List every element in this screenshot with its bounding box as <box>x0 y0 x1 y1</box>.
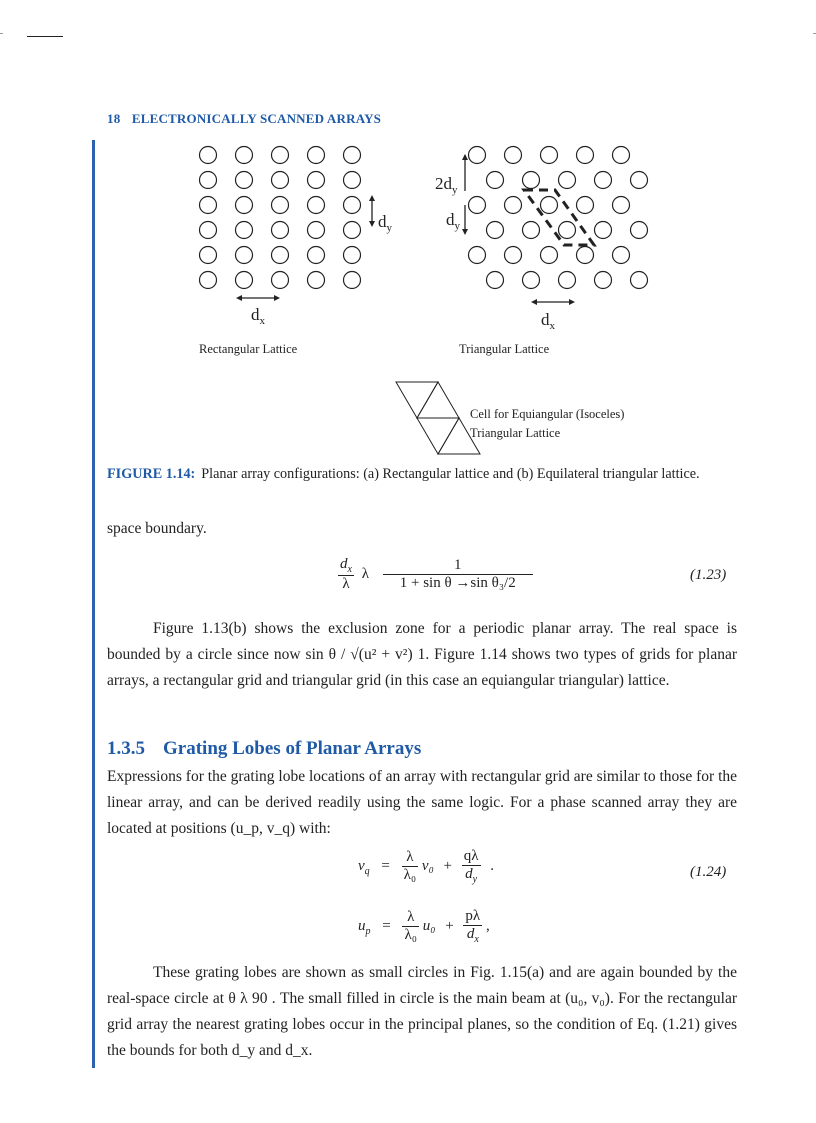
tri-lattice-element <box>613 247 630 264</box>
tri-lattice-element <box>559 222 576 239</box>
tri-lattice-element <box>523 172 540 189</box>
figure-caption <box>107 466 747 483</box>
tri-lattice-element <box>613 147 630 164</box>
rect-lattice-element <box>344 222 361 239</box>
rect-lattice-element <box>272 172 289 189</box>
rect-lattice-element <box>200 247 217 264</box>
tri-lattice-element <box>487 172 504 189</box>
rect-lattice-element <box>200 272 217 289</box>
rect-lattice-element <box>344 172 361 189</box>
tri-lattice-element <box>631 272 648 289</box>
tri-dy-label: $d_y$ <box>446 210 460 232</box>
tri-lattice-element <box>469 147 486 164</box>
rect-lattice-element <box>200 197 217 214</box>
rect-lattice-element <box>308 172 325 189</box>
cell-label-line2: Triangular Lattice <box>470 426 561 440</box>
rect-lattice-element <box>236 147 253 164</box>
rect-dy-arrow-head-top <box>369 195 375 201</box>
tri-2dy-label: $2d_y$ <box>435 174 458 196</box>
tri-lattice-element <box>631 222 648 239</box>
rect-lattice-element <box>308 147 325 164</box>
rect-lattice-element <box>272 247 289 264</box>
rect-lattice-element <box>344 272 361 289</box>
eq123-rhs-fraction: $\frac{1}{\text{1 + sin θ →sin θ₃/2}}$ <box>383 557 533 592</box>
rect-lattice-element <box>308 272 325 289</box>
section-number: 1.3.5 <box>107 738 145 759</box>
paragraph-1: Figure 1.13(b) shows the exclusion zone for a periodic planar array. The real space is bounded by a circle since now sin θ / √(u² + v²) 1. Figure 1.14 shows two types of grids for planar arrays, a rectangular grid and triangular grid (in this case an equiangular triangular) lattice. <box>107 620 737 689</box>
rect-lattice-element <box>272 197 289 214</box>
tri-lattice-element <box>577 247 594 264</box>
tri-lattice-element <box>469 197 486 214</box>
equation-1-24-v: $v_q$ = $\frac{\lambda}{\text{λ₀}}$ v₀ + $\frac{q\lambda}{d_y}$ . <box>358 848 495 885</box>
figure-caption-label: FIGURE 1.14: <box>107 466 196 482</box>
tri-dx-arrow-head-right <box>569 299 575 305</box>
running-head <box>107 111 381 127</box>
cell-label-line1: Cell for Equiangular (Isoceles) <box>470 407 625 421</box>
rect-lattice-element <box>236 197 253 214</box>
tri-lattice-element <box>559 272 576 289</box>
eq123-lhs-fraction: $\frac{d_x}{\lambda}$ <box>340 556 352 592</box>
tri-lattice-element <box>523 272 540 289</box>
page-number: 18 <box>107 111 121 126</box>
figure-1-14 <box>100 135 800 475</box>
tri-lattice-element <box>631 172 648 189</box>
rectangular-lattice <box>200 147 361 289</box>
tri-lattice-element <box>505 147 522 164</box>
tri-lattice-element <box>541 147 558 164</box>
tri-lattice-element <box>613 197 630 214</box>
rect-lattice-element <box>272 222 289 239</box>
rect-lattice-element <box>344 247 361 264</box>
tri-lattice-element <box>595 272 612 289</box>
equation-number-1-23: (1.23) <box>690 567 727 583</box>
equation-1-24-u: $u_p$ = $\frac{\lambda}{\text{λ₀}}$ u₀ + $\frac{p\lambda}{d_x}$ , <box>358 908 490 945</box>
paragraph-2: Expressions for the grating lobe locations of an array with rectangular grid are similar to those for the linear array, and can be derived readily using the same logic. For a phase scanned array they are located at positions (u_p, v_q) with: <box>107 768 737 837</box>
rect-lattice-element <box>200 222 217 239</box>
rect-lattice-element <box>272 272 289 289</box>
eq123-relation: λ <box>361 565 369 582</box>
tri-lattice-element <box>487 222 504 239</box>
rect-dy-label: $d_y$ <box>378 212 392 234</box>
paragraph-3: These grating lobes are shown as small circles in Fig. 1.15(a) and are again bounded by the real-space circle at θ λ 90 . The small filled in circle is the main beam at (u₀, v₀). For the rectangular grid array the nearest grating lobes occur in the principal planes, so the condition of Eq. (1.21) gives the bounds for both d_y and d_x. <box>107 964 737 1059</box>
rect-lattice-element <box>236 247 253 264</box>
tri-lattice-element <box>487 272 504 289</box>
tri-2dy-arrow-head <box>462 154 468 160</box>
tri-lattice-element <box>541 247 558 264</box>
tri-lattice-element <box>541 197 558 214</box>
rect-dy-arrow-head-bottom <box>369 221 375 227</box>
figure-caption-text: Planar array configurations: (a) Rectangular lattice and (b) Equilateral triangular lattice. <box>201 466 700 482</box>
tri-lattice-element <box>505 197 522 214</box>
section-heading <box>107 738 421 760</box>
margin-rule <box>92 140 95 1068</box>
rect-lattice-element <box>236 272 253 289</box>
rect-dx-arrow-head-left <box>236 295 242 301</box>
rect-lattice-element <box>236 222 253 239</box>
rect-lattice-element <box>272 147 289 164</box>
equation-1-23 <box>338 556 533 593</box>
unit-cell-dashed <box>524 190 594 245</box>
tri-lattice-title: Triangular Lattice <box>459 342 550 356</box>
rect-lattice-title: Rectangular Lattice <box>199 342 298 356</box>
tri-lattice-element <box>595 222 612 239</box>
tri-lattice-element <box>577 147 594 164</box>
equiangular-cell <box>396 382 480 454</box>
tri-lattice-element <box>577 197 594 214</box>
equation-number-1-24: (1.24) <box>690 864 727 880</box>
rect-dx-label: $d_x$ <box>251 305 265 327</box>
tri-lattice-element <box>559 172 576 189</box>
rect-lattice-element <box>200 147 217 164</box>
running-head-title: ELECTRONICALLY SCANNED ARRAYS <box>131 111 382 126</box>
rect-lattice-element <box>308 197 325 214</box>
tri-lattice-element <box>523 222 540 239</box>
paragraph-intro: space boundary. <box>107 520 207 537</box>
rect-lattice-element <box>308 247 325 264</box>
rect-dx-arrow-head-right <box>274 295 280 301</box>
rect-lattice-element <box>308 222 325 239</box>
tri-lattice-element <box>505 247 522 264</box>
triangular-lattice <box>469 147 648 289</box>
tri-lattice-element <box>469 247 486 264</box>
crop-mark <box>27 36 63 37</box>
rect-lattice-element <box>344 197 361 214</box>
lattice-diagram <box>100 135 800 475</box>
tri-dx-label: $d_x$ <box>541 310 555 332</box>
crop-mark-left <box>0 33 3 34</box>
tri-dx-arrow-head-left <box>531 299 537 305</box>
tri-lattice-element <box>595 172 612 189</box>
rect-lattice-element <box>344 147 361 164</box>
rect-lattice-element <box>200 172 217 189</box>
tri-dy-arrow-head <box>462 229 468 235</box>
section-title: Grating Lobes of Planar Arrays <box>163 738 422 759</box>
rect-lattice-element <box>236 172 253 189</box>
